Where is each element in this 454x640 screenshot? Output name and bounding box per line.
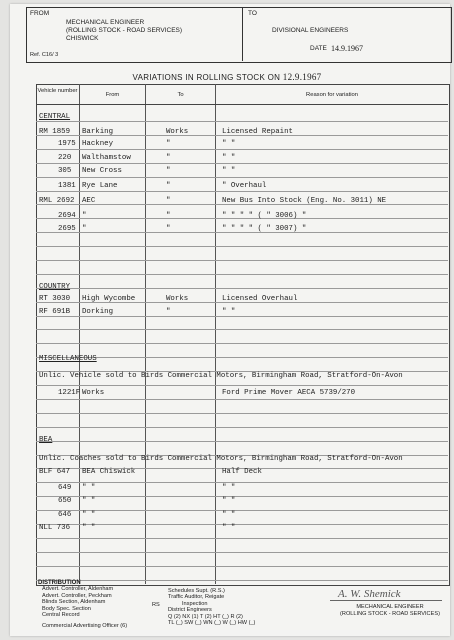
column-divider-2 (145, 84, 146, 584)
schedules-line: Schedules Supt. (R.S.) (168, 588, 225, 594)
to-cell: " (166, 140, 171, 148)
to-label: TO (248, 10, 257, 17)
ruled-line (36, 538, 448, 539)
vehicle-cell: RM 1859 (39, 128, 71, 136)
vehicle-cell: 649 (58, 484, 72, 492)
ruled-line (36, 260, 448, 261)
from-cell: " " (82, 497, 96, 505)
vehicle-cell: 220 (58, 154, 72, 162)
column-header-from: From (105, 92, 120, 98)
from-cell: " " (82, 524, 96, 532)
schedules-line: Traffic Auditor, Reigate (168, 594, 225, 601)
column-header-vehicle: Vehicle number (37, 88, 78, 94)
date-label: DATE (310, 45, 327, 52)
reason-cell: " " (222, 154, 236, 162)
vehicle-cell: 1221F (58, 389, 81, 397)
date-value: 14.9.1967 (331, 44, 363, 53)
ruled-line (36, 496, 448, 497)
ruled-line (36, 482, 448, 483)
distribution-block (38, 580, 127, 630)
reason-cell: Licensed Overhaul (222, 295, 298, 303)
column-header-to: To (177, 92, 184, 98)
from-line-3: CHISWICK (66, 35, 99, 42)
ruled-line (36, 163, 448, 164)
ruled-line (36, 357, 448, 358)
vehicle-cell: 650 (58, 497, 72, 505)
vehicle-cell: COUNTRY (39, 283, 71, 291)
district-codes-2: TL (_) SW (_) WN (_) W (_) HW (_) (168, 620, 256, 627)
to-cell: Works (166, 295, 189, 303)
from-label: FROM (30, 10, 50, 17)
ruled-line (36, 343, 448, 344)
reason-cell: " Overhaul (222, 182, 267, 190)
from-cell: Walthamstow (82, 154, 131, 162)
reason-cell: New Bus Into Stock (Eng. No. 3011) NE (222, 197, 387, 205)
column-divider-1 (79, 84, 80, 584)
ruled-line (36, 385, 448, 386)
to-cell: " (166, 197, 171, 205)
from-cell: Hackney (82, 140, 114, 148)
vehicle-cell: MISCELLANEOUS (39, 355, 97, 363)
reason-cell: " " " " ( " 3007) " (222, 225, 307, 233)
to-cell: " (166, 308, 171, 316)
from-cell: " (82, 212, 87, 220)
from-cell: Dorking (82, 308, 114, 316)
vehicle-cell: RML 2692 (39, 197, 75, 205)
vehicle-cell: BEA (39, 436, 53, 444)
ruled-line (36, 441, 448, 442)
ruled-line (36, 399, 448, 400)
header-row-line (36, 104, 448, 105)
distribution-line: Advert. Controller, Peckham (42, 592, 112, 599)
distribution-line: Commercial Advertising Officer (6) (42, 623, 128, 630)
vehicle-cell: NLL 736 (39, 524, 71, 532)
to-cell: " (166, 154, 171, 162)
reason-cell: Half Deck (222, 468, 262, 476)
ruled-line (36, 552, 448, 553)
reason-cell: Licensed Repaint (222, 128, 293, 136)
to-value: DIVISIONAL ENGINEERS (272, 27, 349, 34)
ruled-line (36, 288, 448, 289)
from-cell: " " (82, 484, 96, 492)
reason-cell: " " (222, 497, 236, 505)
from-cell: High Wycombe (82, 295, 136, 303)
to-cell: Works (166, 128, 189, 136)
vehicle-cell: 646 (58, 511, 72, 519)
vehicle-cell: 305 (58, 167, 72, 175)
signatory-title-line-2: (ROLLING STOCK - ROAD SERVICES) (340, 610, 440, 617)
from-cell: " " (82, 511, 96, 519)
to-cell: " (166, 212, 171, 220)
ruled-line (36, 149, 448, 150)
signatory-title (330, 604, 450, 617)
to-cell: " (166, 225, 171, 233)
document-title (0, 72, 454, 82)
signatory-title-line-1: MECHANICAL ENGINEER (356, 604, 424, 610)
vehicle-cell: CENTRAL (39, 113, 71, 121)
schedules-line: Inspection (182, 600, 208, 607)
schedules-line: District Engineers (168, 607, 212, 614)
schedules-block (168, 588, 255, 626)
ruled-line (36, 191, 448, 192)
vehicle-cell: RT 3030 (39, 295, 71, 303)
ruled-line (36, 274, 448, 275)
vehicle-cell: Unlic. Vehicle sold to Birds Commercial Motors, Birmingham Road, Stratford-On-Avon (39, 372, 403, 380)
ruled-line (36, 329, 448, 330)
reason-cell: " " (222, 140, 236, 148)
title-date: 12.9.1967 (282, 72, 322, 82)
vehicle-cell: 2695 (58, 225, 76, 233)
header-divider (242, 7, 243, 61)
ruled-line (36, 121, 448, 122)
vehicle-cell: 1381 (58, 182, 76, 190)
reason-cell: " " (222, 308, 236, 316)
distribution-line: Advert. Controller, Aldenham (42, 586, 114, 593)
from-cell: Rye Lane (82, 182, 118, 190)
ruled-line (36, 510, 448, 511)
from-cell: " (82, 225, 87, 233)
vehicle-cell: Unlic. Coaches sold to Birds Commercial Motors, Birmingham Road, Stratford-On-Avon (39, 455, 403, 463)
to-cell: " (166, 167, 171, 175)
title-text: VARIATIONS IN ROLLING STOCK ON (132, 73, 281, 82)
ruled-line (36, 524, 448, 525)
distribution-heading: DISTRIBUTION (38, 580, 81, 586)
signature: A. W. Shemick (338, 588, 401, 600)
reason-cell: " " (222, 484, 236, 492)
reason-cell: " " (222, 524, 236, 532)
from-line-2: (ROLLING STOCK - ROAD SERVICES) (66, 27, 183, 34)
reason-cell: " " (222, 167, 236, 175)
reason-cell: " " " " ( " 3006) " (222, 212, 307, 220)
from-cell: AEC (82, 197, 96, 205)
rs-label: RS (152, 602, 160, 608)
distribution-line: Body Spec. Section (42, 605, 91, 612)
distribution-line: Central Record (42, 612, 80, 619)
ruled-line (36, 177, 448, 178)
column-divider-3 (215, 84, 216, 584)
signature-line (330, 600, 442, 601)
ruled-line (36, 566, 448, 567)
column-header-reason: Reason for variation (306, 92, 358, 98)
from-cell: Barking (82, 128, 114, 136)
from-cell: New Cross (82, 167, 122, 175)
reason-cell: " " (222, 511, 236, 519)
vehicle-cell: 1975 (58, 140, 76, 148)
ruled-line (36, 427, 448, 428)
distribution-line: Blinds Section, Aldenham (42, 599, 106, 606)
district-codes-1: Q (2) NX (1) T (2) HT (_) R (2) (168, 613, 243, 620)
vehicle-cell: 2694 (58, 212, 76, 220)
from-cell: Works (82, 389, 105, 397)
ruled-line (36, 246, 448, 247)
vehicle-cell: RF 691B (39, 308, 71, 316)
reason-cell: Ford Prime Mover AECA 5739/270 (222, 389, 356, 397)
vehicle-cell: BLF 647 (39, 468, 71, 476)
from-cell: BEA Chiswick (82, 468, 136, 476)
reference-number: Ref. C16/ 3 (30, 52, 59, 58)
to-cell: " (166, 182, 171, 190)
ruled-line (36, 413, 448, 414)
from-line-1: MECHANICAL ENGINEER (66, 19, 145, 26)
